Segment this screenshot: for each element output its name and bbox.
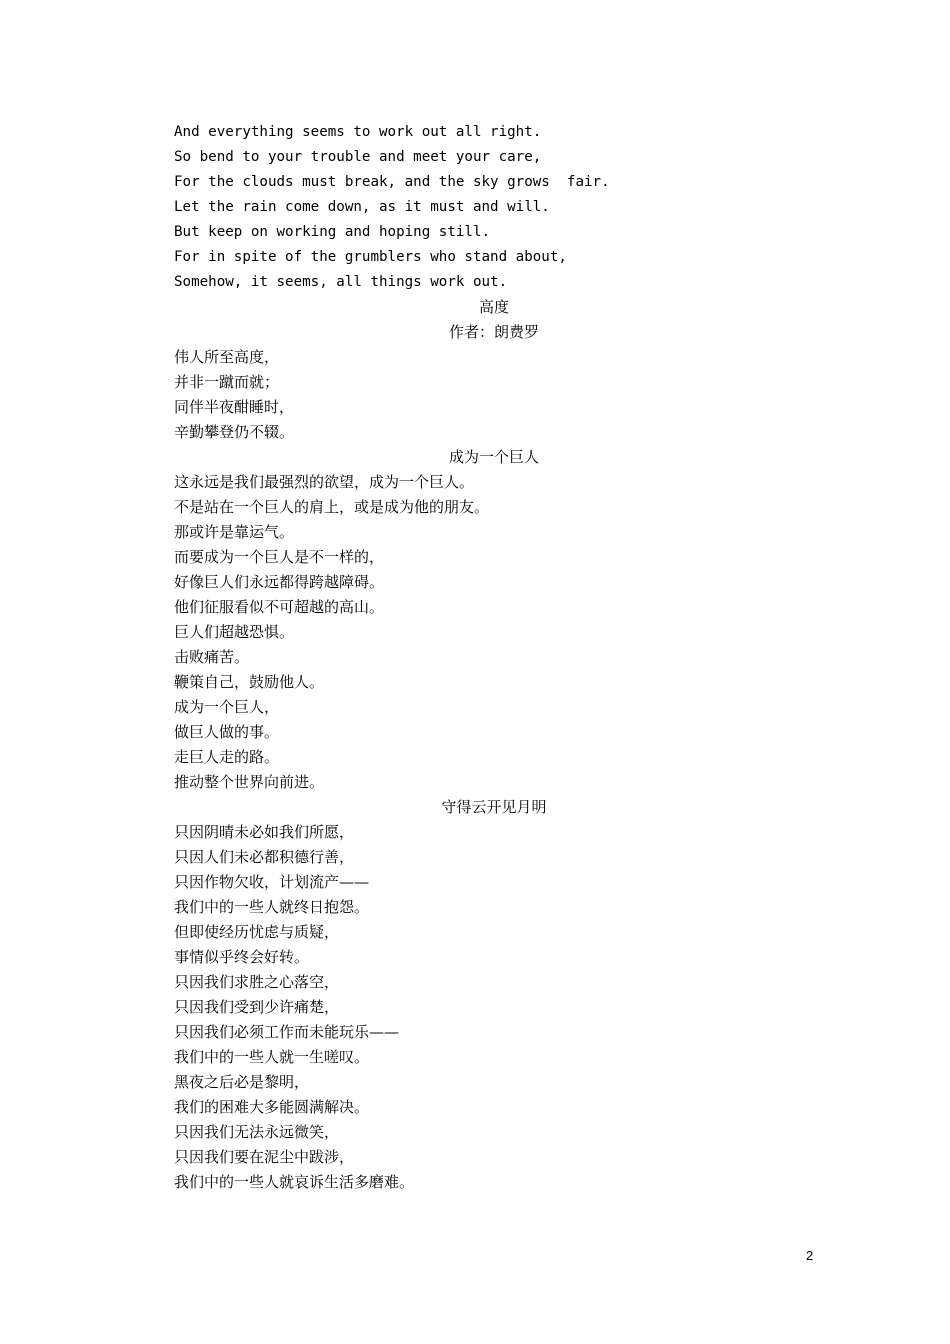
poem-line: 做巨人做的事。 [174, 723, 280, 741]
poem-title: 守得云开见月明 [441, 798, 547, 816]
poem-line: 只因作物欠收，计划流产—— [174, 873, 370, 891]
poem-line: 巨人们超越恐惧。 [174, 623, 295, 641]
poem-line: 好像巨人们永远都得跨越障碍。 [174, 573, 385, 591]
english-line: For the clouds must break, and the sky grows fair. [174, 174, 610, 190]
poem-author: 作者：朗费罗 [448, 323, 539, 341]
poem-line: 同伴半夜酣睡时， [174, 398, 295, 416]
poem-line: 推动整个世界向前进。 [174, 773, 325, 791]
poem-line: 那或许是靠运气。 [174, 523, 295, 541]
poem-line: 事情似乎终会好转。 [174, 948, 310, 966]
poem-line: 只因我们要在泥尘中跋涉， [174, 1148, 355, 1166]
poem-line: 只因我们求胜之心落空， [174, 973, 340, 991]
english-line: So bend to your trouble and meet your care, [174, 149, 542, 165]
poem-title: 成为一个巨人 [448, 448, 539, 466]
poem-line: 走巨人走的路。 [174, 748, 280, 766]
poem-line: 我们中的一些人就哀诉生活多磨难。 [174, 1173, 415, 1191]
poem-line: 鞭策自己，鼓励他人。 [174, 673, 325, 691]
poem-line: 只因我们受到少许痛楚， [174, 998, 340, 1016]
english-line: And everything seems to work out all right. [174, 124, 542, 140]
poem-line: 但即使经历忧虑与质疑， [174, 923, 340, 941]
poem-line: 只因我们无法永远微笑， [174, 1123, 340, 1141]
poem-line: 我们中的一些人就一生嗟叹。 [174, 1048, 370, 1066]
poem-line: 伟人所至高度， [174, 348, 280, 366]
poem-line: 我们中的一些人就终日抱怨。 [174, 898, 370, 916]
poem-line: 只因人们未必都积德行善， [174, 848, 355, 866]
poem-line: 成为一个巨人， [174, 698, 280, 716]
poem-line: 黑夜之后必是黎明， [174, 1073, 310, 1091]
poem-line: 击败痛苦。 [174, 648, 250, 666]
poem-line: 辛勤攀登仍不辍。 [174, 423, 295, 441]
poem-line: 并非一蹴而就； [174, 373, 280, 391]
english-line: But keep on working and hoping still. [174, 224, 491, 240]
poem-title: 高度 [478, 298, 509, 316]
english-line: Somehow, it seems, all things work out. [174, 274, 508, 290]
poem-line: 他们征服看似不可超越的高山。 [174, 598, 385, 616]
poem-line: 我们的困难大多能圆满解决。 [174, 1098, 370, 1116]
poem-line: 不是站在一个巨人的肩上，或是成为他的朋友。 [174, 498, 490, 516]
poem-line: 只因阴晴未必如我们所愿， [174, 823, 355, 841]
poem-line: 而要成为一个巨人是不一样的， [174, 548, 385, 566]
page-number: 2 [806, 1248, 814, 1263]
poem-line: 这永远是我们最强烈的欲望，成为一个巨人。 [174, 473, 475, 491]
poem-line: 只因我们必须工作而未能玩乐—— [174, 1023, 400, 1041]
english-line: Let the rain come down, as it must and will. [174, 199, 550, 215]
english-line: For in spite of the grumblers who stand about, [174, 249, 567, 265]
